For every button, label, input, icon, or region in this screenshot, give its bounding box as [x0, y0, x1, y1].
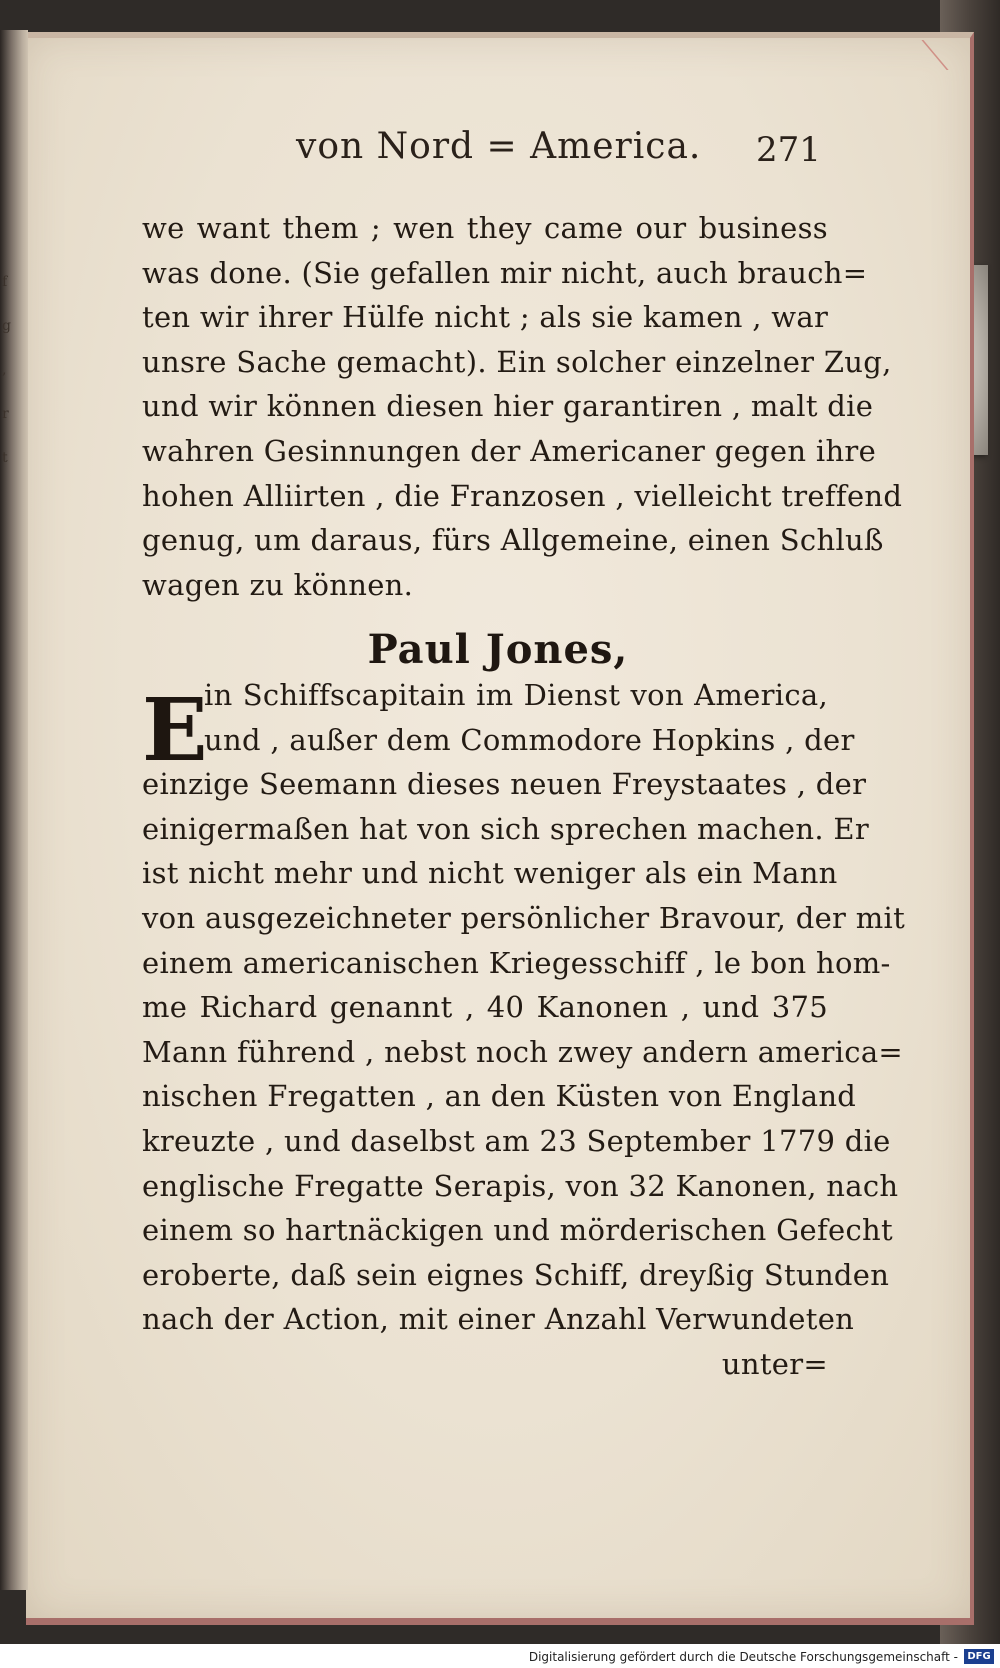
text-line: wahren Gesinnungen der Americaner gegen ihre	[142, 433, 877, 468]
text-line: einem so hartnäckigen und mörderischen Gefecht	[142, 1213, 893, 1248]
binding-spine	[0, 30, 28, 1590]
book-page	[26, 32, 974, 1625]
text-line: von ausgezeichneter persönlicher Bravour, der mit	[142, 900, 906, 935]
corner-mark	[921, 40, 978, 70]
text-line: nischen Fregatten , an den Küsten von England	[142, 1079, 857, 1114]
text-line: einem americanischen Kriegesschiff , le bon hom-	[142, 945, 891, 980]
text-line: unsre Sache gemacht). Ein solcher einzelner Zug,	[142, 344, 892, 379]
text-line: englische Fregatte Serapis, von 32 Kanonen, nach	[142, 1168, 899, 1203]
catchword: unter=	[721, 1346, 828, 1381]
footer-bar	[0, 1644, 1000, 1668]
text-line: eroberte, daß sein eignes Schiff, dreyßig Stunden	[142, 1257, 890, 1292]
page-number: 271	[756, 130, 821, 170]
text-line: in Schiffscapitain im Dienst von America,	[204, 678, 828, 712]
text-line: me Richard genannt , 40 Kanonen , und 375	[142, 990, 828, 1025]
spine-marks: f g , r t	[2, 274, 11, 466]
text-line: ten wir ihrer Hülfe nicht ; als sie kamen , war	[142, 300, 829, 335]
text-line: hohen Alliirten , die Franzosen , vielleicht treffend	[142, 478, 903, 513]
section-body	[142, 673, 906, 1387]
running-title: von Nord = America.	[296, 126, 702, 167]
section-heading: Paul Jones,	[367, 626, 629, 673]
text-line: nach der Action, mit einer Anzahl Verwundeten	[142, 1302, 855, 1337]
text-line: was done. (Sie gefallen mir nicht, auch brauch=	[142, 255, 868, 290]
text-line: einigermaßen hat von sich sprechen machen. Er	[142, 811, 870, 846]
text-line: einzige Seemann dieses neuen Freystaates , der	[142, 767, 867, 802]
dfg-logo: DFG	[964, 1649, 994, 1664]
text-line: ist nicht mehr und nicht weniger als ein Mann	[142, 856, 838, 891]
digitization-credit: Digitalisierung gefördert durch die Deutsche Forschungsgemeinschaft -	[528, 1650, 958, 1664]
text-line: und , außer dem Commodore Hopkins , der	[204, 722, 855, 757]
text-line: genug, um daraus, fürs Allgemeine, einen Schluß	[142, 523, 884, 558]
paragraph-continued	[142, 206, 903, 607]
text-line: und wir können diesen hier garantiren , malt die	[142, 389, 874, 424]
drop-cap: E	[142, 680, 208, 781]
text-line: wagen zu können.	[142, 567, 414, 602]
text-line: we want them ; wen they came our business	[142, 211, 828, 245]
text-line: kreuzte , und daselbst am 23 September 1779 die	[142, 1123, 891, 1158]
text-line: Mann führend , nebst noch zwey andern america=	[142, 1034, 904, 1069]
